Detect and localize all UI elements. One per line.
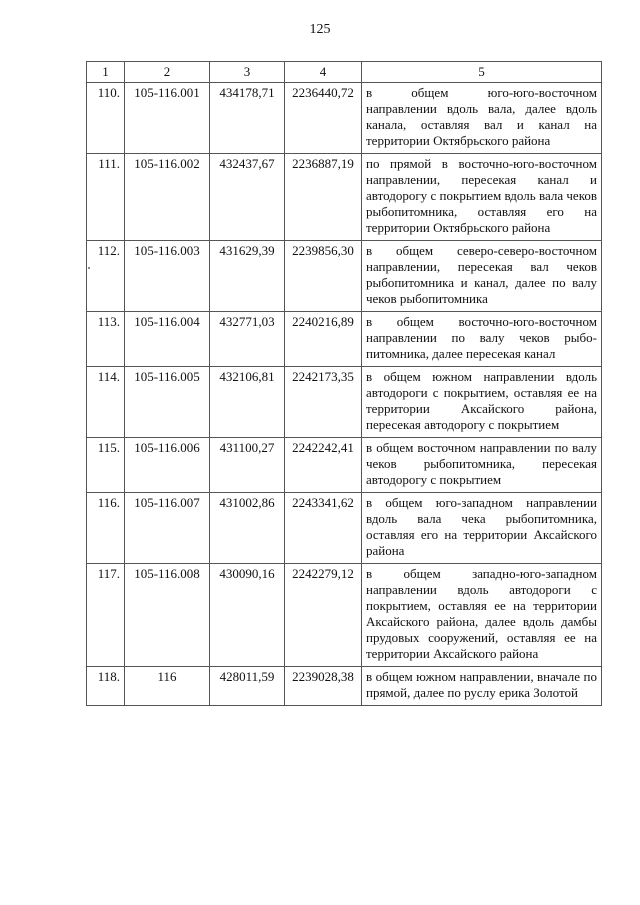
coord-x: 432106,81 — [210, 367, 285, 438]
direction-description: в общем южном направлении, вначале по прямой, далее по руслу ерика Золотой — [362, 667, 602, 706]
direction-description: по прямой в восточно-юго-восточном направлении, пересекая канал и автодорогу с покрытием вдоль вала чеков рыбопитомника, оставляя его на территории Октябрьского района — [362, 154, 602, 241]
point-code: 105-116.003 — [125, 241, 210, 312]
coord-x: 431100,27 — [210, 438, 285, 493]
coord-y: 2239028,38 — [285, 667, 362, 706]
coord-y: 2242173,35 — [285, 367, 362, 438]
coord-x: 432771,03 — [210, 312, 285, 367]
coord-y: 2236440,72 — [285, 83, 362, 154]
coord-x: 431629,39 — [210, 241, 285, 312]
point-code: 105-116.006 — [125, 438, 210, 493]
header-col-2: 2 — [125, 62, 210, 83]
coord-x: 428011,59 — [210, 667, 285, 706]
scan-speck — [88, 267, 90, 269]
coord-y: 2242279,12 — [285, 564, 362, 667]
table-row — [87, 83, 602, 154]
table-row — [87, 312, 602, 367]
direction-description: в общем восточно-юго-восточном направлении по валу чеков рыбопитомника, далее пересекая канал — [362, 312, 602, 367]
coord-y: 2236887,19 — [285, 154, 362, 241]
header-col-5: 5 — [362, 62, 602, 83]
coord-y: 2239856,30 — [285, 241, 362, 312]
coord-x: 434178,71 — [210, 83, 285, 154]
table-row — [87, 667, 602, 706]
row-number: 111. — [87, 154, 125, 241]
point-code: 116 — [125, 667, 210, 706]
coord-y: 2243341,62 — [285, 493, 362, 564]
point-code: 105-116.005 — [125, 367, 210, 438]
point-code: 105-116.004 — [125, 312, 210, 367]
row-number: 118. — [87, 667, 125, 706]
table-row — [87, 493, 602, 564]
coord-y: 2242242,41 — [285, 438, 362, 493]
header-col-4: 4 — [285, 62, 362, 83]
coord-x: 431002,86 — [210, 493, 285, 564]
table-row — [87, 564, 602, 667]
row-number: 117. — [87, 564, 125, 667]
point-code: 105-116.001 — [125, 83, 210, 154]
point-code: 105-116.002 — [125, 154, 210, 241]
direction-description: в общем восточном направлении по валу чеков рыбопитомника, пересекая автодорогу с покрытием — [362, 438, 602, 493]
point-code: 105-116.008 — [125, 564, 210, 667]
table-row — [87, 154, 602, 241]
row-number: 113. — [87, 312, 125, 367]
point-code: 105-116.007 — [125, 493, 210, 564]
direction-description: в общем юго-юго-восточном направлении вдоль вала, далее вдоль канала, оставляя вал и канал на территории Октябрьского района — [362, 83, 602, 154]
table-header-row — [87, 62, 602, 83]
table-row — [87, 438, 602, 493]
row-number: 114. — [87, 367, 125, 438]
header-col-3: 3 — [210, 62, 285, 83]
coord-y: 2240216,89 — [285, 312, 362, 367]
direction-description: в общем северо-северо-восточном направлении, пересекая вал чеков рыбопитомника и канал, далее по валу чеков рыбопитомника — [362, 241, 602, 312]
row-number: 116. — [87, 493, 125, 564]
page-number: 125 — [309, 22, 331, 37]
table-row — [87, 367, 602, 438]
direction-description: в общем западно-юго-западном направлении вдоль автодороги с покрытием, оставляя ее на территории Аксайского района, далее вдоль дамбы прудовых сооружений, оставляя ее на территории Аксайского района — [362, 564, 602, 667]
direction-description: в общем южном направлении вдоль автодороги с покрытием, оставляя ее на территории Аксайского района, пересекая автодорогу с покрытием — [362, 367, 602, 438]
header-col-1: 1 — [87, 62, 125, 83]
row-number: 112. — [87, 241, 125, 312]
direction-description: в общем юго-западном направлении вдоль вала чека рыбопитомника, оставляя его на территории Аксайского района — [362, 493, 602, 564]
table-row — [87, 241, 602, 312]
row-number: 115. — [87, 438, 125, 493]
boundary-points-table — [86, 61, 602, 706]
coord-x: 432437,67 — [210, 154, 285, 241]
coord-x: 430090,16 — [210, 564, 285, 667]
row-number: 110. — [87, 83, 125, 154]
